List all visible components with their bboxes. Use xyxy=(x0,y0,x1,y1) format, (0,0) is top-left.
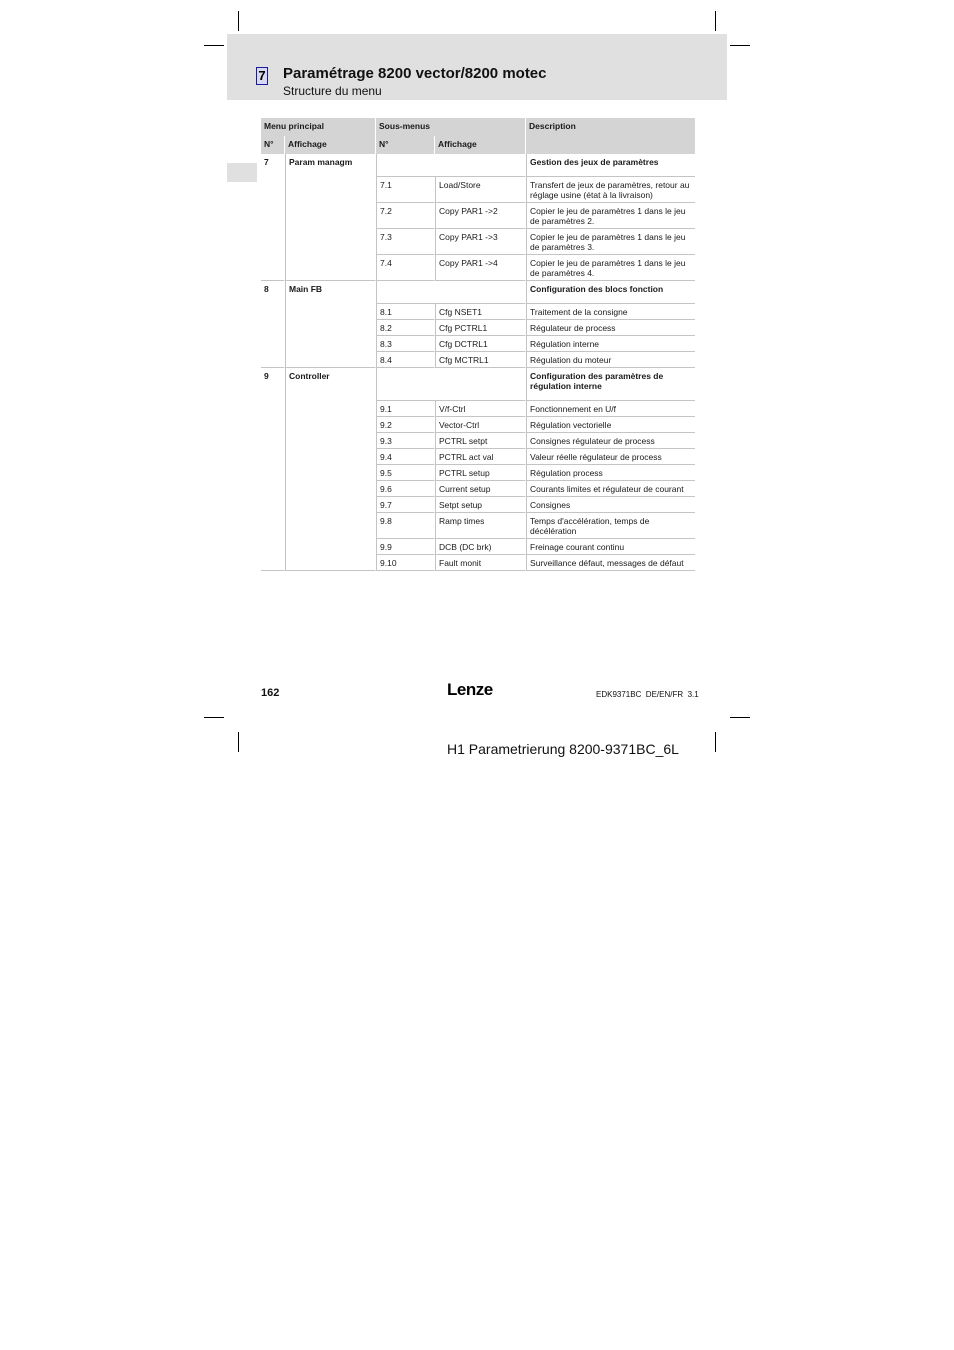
sub-menu-no: 7.1 xyxy=(376,177,435,203)
main-menu-no: 7 xyxy=(261,154,285,281)
sub-menu-display: PCTRL act val xyxy=(435,449,526,465)
chapter-side-tab xyxy=(227,163,257,182)
sub-menu-display: Copy PAR1 ->3 xyxy=(435,229,526,255)
crop-mark-top-left xyxy=(238,11,239,31)
table-row-main-7 xyxy=(261,154,695,177)
sub-menu-no: 7.3 xyxy=(376,229,435,255)
sub-menu-no: 9.7 xyxy=(376,497,435,513)
header-sub-display: Affichage xyxy=(435,136,526,154)
sub-menu-description: Transfert de jeux de paramètres, retour au réglage usine (état à la livraison) xyxy=(526,177,695,203)
main-menu-display: Main FB xyxy=(285,281,376,368)
sub-menu-display: Current setup xyxy=(435,481,526,497)
table-group-header-row xyxy=(261,118,695,136)
crop-mark-top-left-h xyxy=(204,45,224,46)
sub-menu-no: 9.4 xyxy=(376,449,435,465)
crop-mark-bottom-left-h xyxy=(204,717,224,718)
header-sub-no: N° xyxy=(376,136,435,154)
sub-menu-description: Régulation interne xyxy=(526,336,695,352)
table-row-main-8 xyxy=(261,281,695,304)
sub-menu-no: 7.2 xyxy=(376,203,435,229)
header-sub-menus: Sous-menus xyxy=(376,118,526,136)
sub-menu-description: Freinage courant continu xyxy=(526,539,695,555)
sub-menu-description: Consignes régulateur de process xyxy=(526,433,695,449)
sub-menu-display: DCB (DC brk) xyxy=(435,539,526,555)
sub-menu-display: Cfg MCTRL1 xyxy=(435,352,526,368)
sub-menu-description: Régulation vectorielle xyxy=(526,417,695,433)
main-menu-description: Gestion des jeux de paramètres xyxy=(526,154,695,177)
sub-menu-display: Copy PAR1 ->2 xyxy=(435,203,526,229)
sub-menu-no: 8.4 xyxy=(376,352,435,368)
document-code: EDK9371BC DE/EN/FR 3.1 xyxy=(596,690,699,699)
sub-menu-no: 9.1 xyxy=(376,401,435,417)
sub-menu-no: 9.2 xyxy=(376,417,435,433)
sub-menu-no: 9.8 xyxy=(376,513,435,539)
sub-menu-description: Traitement de la consigne xyxy=(526,304,695,320)
sub-menu-display: Vector-Ctrl xyxy=(435,417,526,433)
sub-menu-description: Copier le jeu de paramètres 1 dans le jeu de paramètres 3. xyxy=(526,229,695,255)
sub-menu-description: Régulateur de process xyxy=(526,320,695,336)
sub-menu-description: Copier le jeu de paramètres 1 dans le jeu de paramètres 2. xyxy=(526,203,695,229)
file-caption: H1 Parametrierung 8200-9371BC_6L xyxy=(447,741,679,757)
sub-menu-display: PCTRL setpt xyxy=(435,433,526,449)
sub-menu-description: Régulation du moteur xyxy=(526,352,695,368)
sub-menu-display: Setpt setup xyxy=(435,497,526,513)
sub-menu-display: Ramp times xyxy=(435,513,526,539)
sub-menu-display: Copy PAR1 ->4 xyxy=(435,255,526,281)
page-subtitle: Structure du menu xyxy=(283,84,382,98)
sub-menu-no: 8.3 xyxy=(376,336,435,352)
sub-menu-no: 9.10 xyxy=(376,555,435,571)
page-title: Paramétrage 8200 vector/8200 motec xyxy=(283,65,547,82)
sub-menu-no: 7.4 xyxy=(376,255,435,281)
sub-menu-empty xyxy=(376,281,526,304)
main-menu-description: Configuration des blocs fonction xyxy=(526,281,695,304)
sub-menu-description: Fonctionnement en U/f xyxy=(526,401,695,417)
page-number: 162 xyxy=(261,687,280,699)
sub-menu-no: 9.5 xyxy=(376,465,435,481)
main-menu-description: Configuration des paramètres de régulation interne xyxy=(526,368,695,401)
sub-menu-no: 9.3 xyxy=(376,433,435,449)
sub-menu-display: Cfg DCTRL1 xyxy=(435,336,526,352)
sub-menu-description: Surveillance défaut, messages de défaut xyxy=(526,555,695,571)
main-menu-display: Param managm xyxy=(285,154,376,281)
sub-menu-description: Valeur réelle régulateur de process xyxy=(526,449,695,465)
sub-menu-description: Copier le jeu de paramètres 1 dans le jeu de paramètres 4. xyxy=(526,255,695,281)
sub-menu-description: Courants limites et régulateur de courant xyxy=(526,481,695,497)
sub-menu-display: PCTRL setup xyxy=(435,465,526,481)
header-main-no: N° xyxy=(261,136,285,154)
header-main-display: Affichage xyxy=(285,136,376,154)
crop-mark-bottom-right xyxy=(715,732,716,752)
crop-mark-bottom-left xyxy=(238,732,239,752)
sub-menu-description: Régulation process xyxy=(526,465,695,481)
header-description: Description xyxy=(526,118,695,154)
table-row-main-9 xyxy=(261,368,695,401)
main-menu-display: Controller xyxy=(285,368,376,571)
sub-menu-no: 9.6 xyxy=(376,481,435,497)
lenze-logo: Lenze xyxy=(447,680,493,699)
sub-menu-display: Cfg NSET1 xyxy=(435,304,526,320)
sub-menu-description: Temps d'accélération, temps de décélération xyxy=(526,513,695,539)
crop-mark-top-right-h xyxy=(730,45,750,46)
sub-menu-no: 9.9 xyxy=(376,539,435,555)
sub-menu-display: V/f-Ctrl xyxy=(435,401,526,417)
header-main-menu: Menu principal xyxy=(261,118,376,136)
sub-menu-empty xyxy=(376,154,526,177)
crop-mark-top-right xyxy=(715,11,716,31)
chapter-number: 7 xyxy=(256,67,268,85)
sub-menu-no: 8.1 xyxy=(376,304,435,320)
sub-menu-no: 8.2 xyxy=(376,320,435,336)
sub-menu-display: Fault monit xyxy=(435,555,526,571)
sub-menu-display: Cfg PCTRL1 xyxy=(435,320,526,336)
crop-mark-bottom-right-h xyxy=(730,717,750,718)
sub-menu-display: Load/Store xyxy=(435,177,526,203)
main-menu-no: 9 xyxy=(261,368,285,571)
sub-menu-empty xyxy=(376,368,526,401)
main-menu-no: 8 xyxy=(261,281,285,368)
menu-structure-table xyxy=(261,118,695,571)
sub-menu-description: Consignes xyxy=(526,497,695,513)
